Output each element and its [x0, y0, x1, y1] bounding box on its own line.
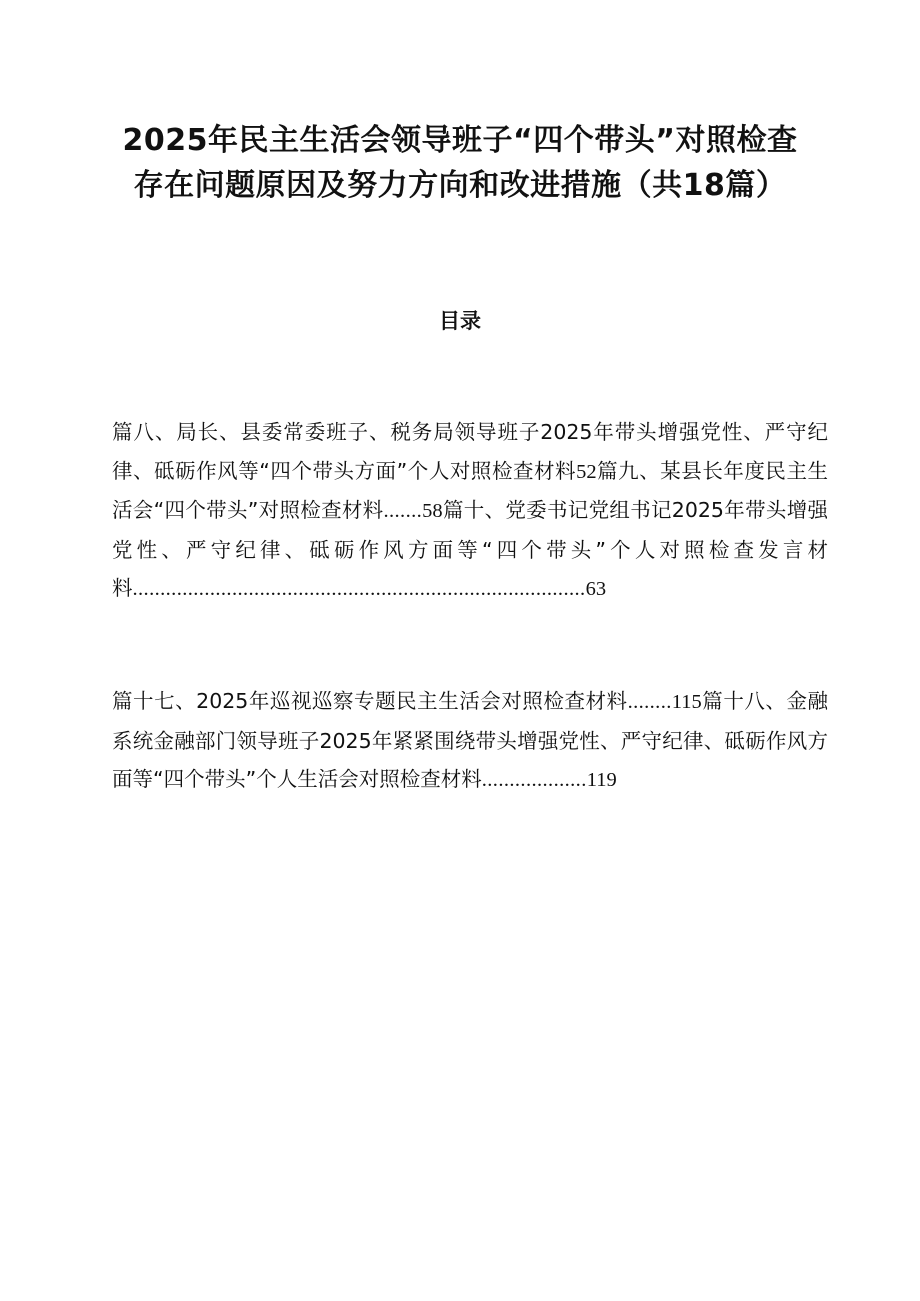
toc-entry-page: 58	[422, 500, 443, 522]
toc-entry-leader: ........	[627, 691, 672, 713]
toc-heading: 目录	[439, 309, 481, 333]
toc-entry-label: 篇十、党委书记党组书记2025年带头增强党性、严守纪律、砥砺作风方面等“四个带头”个人对照检查发言材料	[112, 498, 828, 600]
toc-entry-page: 63	[585, 578, 607, 600]
toc-entry-page: 119	[586, 769, 617, 791]
toc-entry-page: 115	[671, 691, 702, 713]
toc-entry-label: 篇九、某县长年度民主生活会“四个带头”对照检查材料	[112, 458, 828, 522]
toc-entry-leader: .......	[383, 500, 423, 522]
toc-entry-label: 篇十七、2025年巡视巡察专题民主生活会对照检查材料	[112, 689, 628, 713]
document-title: 2025年民主生活会领导班子“四个带头”对照检查存在问题原因及努力方向和改进措施（共18篇）	[122, 123, 798, 203]
toc-block	[112, 413, 828, 609]
toc-entry-leader: ...................	[481, 769, 587, 791]
toc-entry-label: 篇十八、金融系统金融部门领导班子2025年紧紧围绕带头增强党性、严守纪律、砥砺作风方面等“四个带头”个人生活会对照检查材料	[112, 689, 828, 791]
toc-entry[interactable]	[112, 689, 702, 713]
toc-entry-leader: ..................................................................................	[132, 578, 586, 600]
toc-entry-label: 篇八、局长、县委常委班子、税务局领导班子2025年带头增强党性、严守纪律、砥砺作风等“四个带头方面”个人对照检查材料	[112, 420, 828, 483]
toc-entry-page: 52	[576, 460, 597, 483]
toc-block	[112, 682, 828, 800]
